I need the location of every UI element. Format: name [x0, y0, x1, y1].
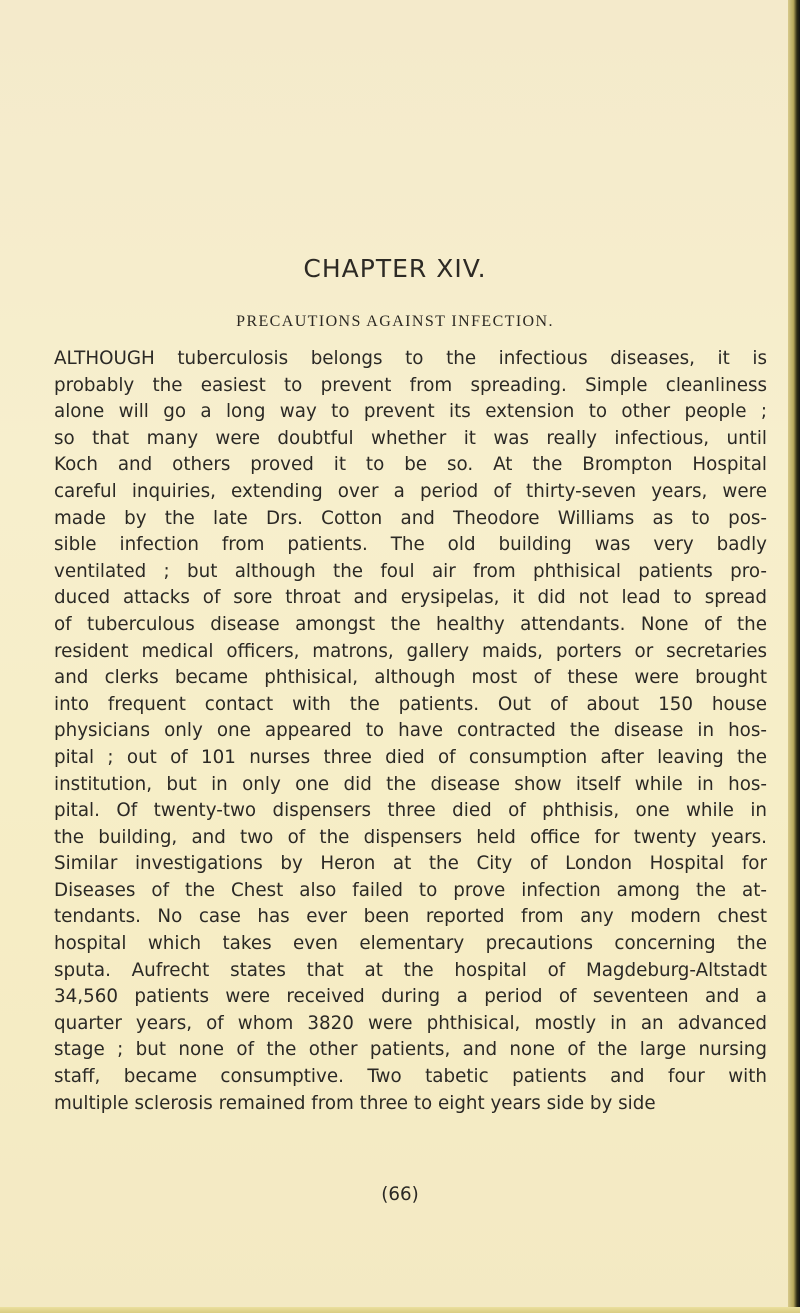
- text-line: of tuberculous disease amongst the healthy attendants. None of the: [54, 613, 767, 635]
- text-line: Similar investigations by Heron at the City of London Hospital for: [54, 853, 767, 875]
- text-line: probably the easiest to prevent from spreading. Simple cleanliness: [54, 374, 767, 396]
- text-line: sputa. Aufrecht states that at the hospital of Magdeburg-Altstadt: [54, 959, 767, 981]
- text-line: sible infection from patients. The old building was very badly: [54, 534, 767, 556]
- text-line: alone will go a long way to prevent its extension to other people ;: [54, 401, 767, 423]
- section-title: PRECAUTIONS AGAINST INFECTION.: [236, 313, 554, 330]
- text-line: Diseases of the Chest also failed to prove infection among the at-: [54, 879, 767, 901]
- text-line: pital ; out of 101 nurses three died of consumption after leaving the: [54, 746, 767, 768]
- text-line: careful inquiries, extending over a period of thirty-seven years, were: [54, 480, 767, 502]
- chapter-heading: CHAPTER XIV.: [303, 254, 487, 283]
- text-line: and clerks became phthisical, although most of these were brought: [54, 667, 767, 689]
- text-line: hospital which takes even elementary precautions concerning the: [54, 933, 767, 955]
- text-line: duced attacks of sore throat and erysipelas, it did not lead to spread: [54, 587, 767, 609]
- text-line: physicians only one appeared to have contracted the disease in hos-: [54, 720, 767, 742]
- text-line: pital. Of twenty-two dispensers three died of phthisis, one while in: [54, 800, 767, 822]
- text-line: so that many were doubtful whether it was really infectious, until: [54, 427, 767, 449]
- page-bottom-edge: [0, 1307, 800, 1313]
- text-line: resident medical officers, matrons, gallery maids, porters or secretaries: [54, 640, 767, 662]
- text-line: staff, became consumptive. Two tabetic patients and four with: [54, 1066, 767, 1088]
- text-line: institution, but in only one did the disease show itself while in hos-: [54, 773, 767, 795]
- text-line: ALTHOUGH tuberculosis belongs to the infectious diseases, it is: [54, 348, 767, 369]
- text-line: 34,560 patients were received during a period of seventeen and a: [54, 986, 767, 1008]
- text-line: tendants. No case has ever been reported from any modern chest: [54, 906, 767, 928]
- text-line: into frequent contact with the patients. Out of about 150 house: [54, 693, 767, 715]
- text-line: the building, and two of the dispensers held office for twenty years.: [54, 826, 767, 848]
- text-line: stage ; but none of the other patients, and none of the large nursing: [54, 1039, 767, 1061]
- text-line: Koch and others proved it to be so. At the Brompton Hospital: [54, 454, 767, 476]
- page-spine-edge: [788, 0, 800, 1313]
- page-number: (66): [381, 1184, 419, 1205]
- body-text: [54, 346, 767, 1117]
- text-line: made by the late Drs. Cotton and Theodore Williams as to pos-: [54, 507, 767, 529]
- text-line: quarter years, of whom 3820 were phthisical, mostly in an advanced: [54, 1012, 767, 1034]
- text-line: ventilated ; but although the foul air from phthisical patients pro-: [54, 560, 767, 582]
- text-line: multiple sclerosis remained from three to eight years side by side: [54, 1092, 656, 1114]
